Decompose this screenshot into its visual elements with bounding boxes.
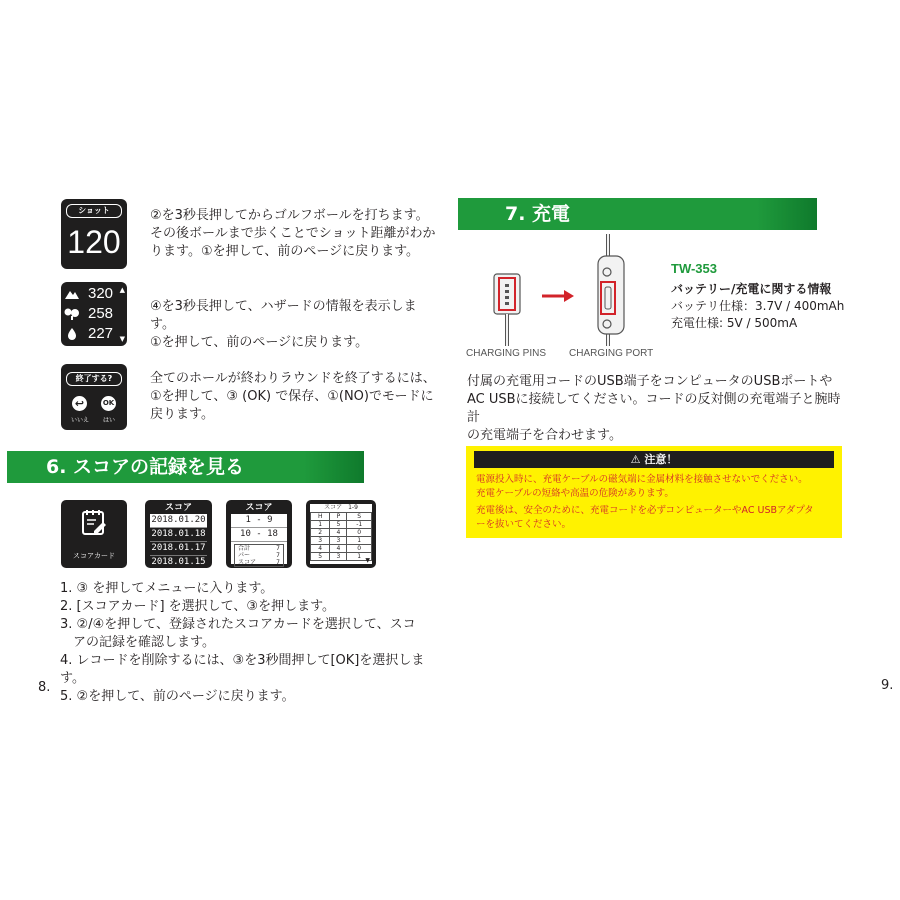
scroll-down-icon: ▼ — [119, 335, 125, 343]
shot-badge: ショット — [66, 204, 122, 218]
charging-instructions: 付属の充電用コードのUSB端子をコンピュータのUSBポートや AC USBに接続してください。コードの反対側の充電端子と腕時計 の充電端子を合わせます。 — [467, 374, 841, 443]
scorecard-icon-label: スコアカード — [73, 552, 115, 560]
section-7-title: 7. 充電 — [505, 203, 571, 225]
holes-range-row: 10 - 18 — [231, 528, 287, 542]
table-row: 1 5 -1 — [311, 521, 372, 529]
left-page-number: 8. — [38, 680, 51, 695]
no-label: いいえ — [70, 417, 89, 424]
shot-distance-value: 120 — [67, 224, 121, 260]
mountain-icon — [65, 289, 79, 299]
scorecard-icon — [81, 508, 107, 536]
charge-spec: 充電仕様: 5V / 500mA — [671, 316, 798, 330]
table-screen-title: スコア 1-9 — [324, 504, 358, 511]
warning-icon: ⚠ — [630, 453, 641, 466]
hazard-value-3: 227 — [88, 325, 114, 342]
warning-line: ーを抜いてください。 — [476, 519, 572, 530]
step-1: 1. ③ を押してメニューに入ります。 — [60, 581, 274, 596]
holes-range-row: 1 - 9 — [231, 514, 287, 528]
finish-description: 全てのホールが終わりラウンドを終了するには、 ①を押して、③ (OK) で保存、①(NO)でモードに 戻ります。 — [150, 371, 436, 422]
step-5: 5. ②を押して、前のページに戻ります。 — [60, 689, 295, 704]
section-6-banner — [7, 451, 364, 483]
warning-line: 電源投入時に、充電ケーブルの磁気端に金属材料を接触させないでください。 — [476, 474, 808, 485]
hazard-description: ④を3秒長押して、ハザードの情報を表示します。 ①を押して、前のページに戻ります。 — [150, 299, 417, 350]
score-holes-screen — [226, 500, 292, 568]
water-icon — [65, 328, 79, 340]
charging-diagram — [484, 234, 654, 346]
section-6-steps — [60, 580, 440, 706]
warning-header — [474, 451, 834, 468]
battery-heading: バッテリー/充電に関する情報 — [671, 282, 832, 296]
dates-screen-title: スコア — [164, 503, 192, 513]
warning-box — [466, 446, 842, 538]
charging-port-label: CHARGING PORT — [569, 348, 654, 359]
score-table — [310, 512, 372, 561]
score-table-screen — [306, 500, 376, 568]
finish-round-screen — [61, 364, 127, 430]
hazard-screen — [61, 282, 127, 346]
section-7-banner — [458, 198, 817, 230]
table-header-row: H P S — [311, 513, 372, 521]
charging-pins-label: CHARGING PINS — [466, 348, 547, 359]
scroll-down-icon: ▼ — [365, 557, 370, 564]
warning-line: 充電ケーブルの短絡や高温の危険があります。 — [476, 488, 674, 499]
table-row: 5 3 1 — [311, 553, 372, 561]
score-dates-screen — [145, 500, 212, 568]
ok-icon: OK — [101, 396, 116, 411]
date-row: 2018.01.20 — [150, 514, 207, 528]
hazard-value-1: 320 — [88, 285, 114, 302]
scorecard-icon-tile — [61, 500, 127, 568]
right-page-number: 9. — [881, 678, 894, 693]
warning-line: 充電後は、安全のために、充電コードを必ずコンピューターやAC USBアダプタ — [476, 505, 814, 516]
finish-badge: 終了する? — [66, 372, 122, 386]
holes-stats: 合計 7 パー 7 スコア 7 — [234, 544, 284, 567]
shot-description: ②を3秒長押してからゴルフボールを打ちます。 その後ボールまで歩くことでショット距離がわか ります。①を押して、前のページに戻ります。 — [150, 208, 436, 259]
date-row: 2018.01.18 — [150, 528, 207, 542]
section-6-title: 6. スコアの記録を見る — [46, 456, 245, 478]
date-row: 2018.01.17 — [150, 542, 207, 556]
tree-icon — [64, 308, 80, 320]
step-2: 2. [スコアカード] を選択して、③を押します。 — [60, 599, 336, 614]
warning-title: 注意！ — [644, 453, 678, 466]
back-arrow-icon: ↩ — [72, 396, 87, 411]
step-3-cont: アの記録を確認します。 — [60, 635, 215, 650]
table-row: 4 4 0 — [311, 545, 372, 553]
battery-spec: バッテリ仕様：3.7V / 400mAh — [671, 299, 845, 313]
hazard-value-2: 258 — [88, 305, 114, 322]
charging-pins-connector — [494, 274, 520, 314]
table-row: 3 3 1 — [311, 537, 372, 545]
step-4: 4. レコードを削除するには、③を3秒間押して[OK]を選択します。 — [60, 653, 425, 686]
step-3: 3. ②/④を押して、登録されたスコアカードを選択して、スコ — [60, 617, 416, 632]
yes-label: はい — [102, 417, 115, 424]
date-row: 2018.01.15 — [151, 557, 206, 567]
shot-screen — [61, 199, 127, 269]
model-name: TW-353 — [671, 261, 717, 276]
table-row: 2 4 0 — [311, 529, 372, 537]
holes-screen-title: スコア — [245, 503, 273, 513]
scroll-up-icon: ▲ — [119, 286, 125, 294]
